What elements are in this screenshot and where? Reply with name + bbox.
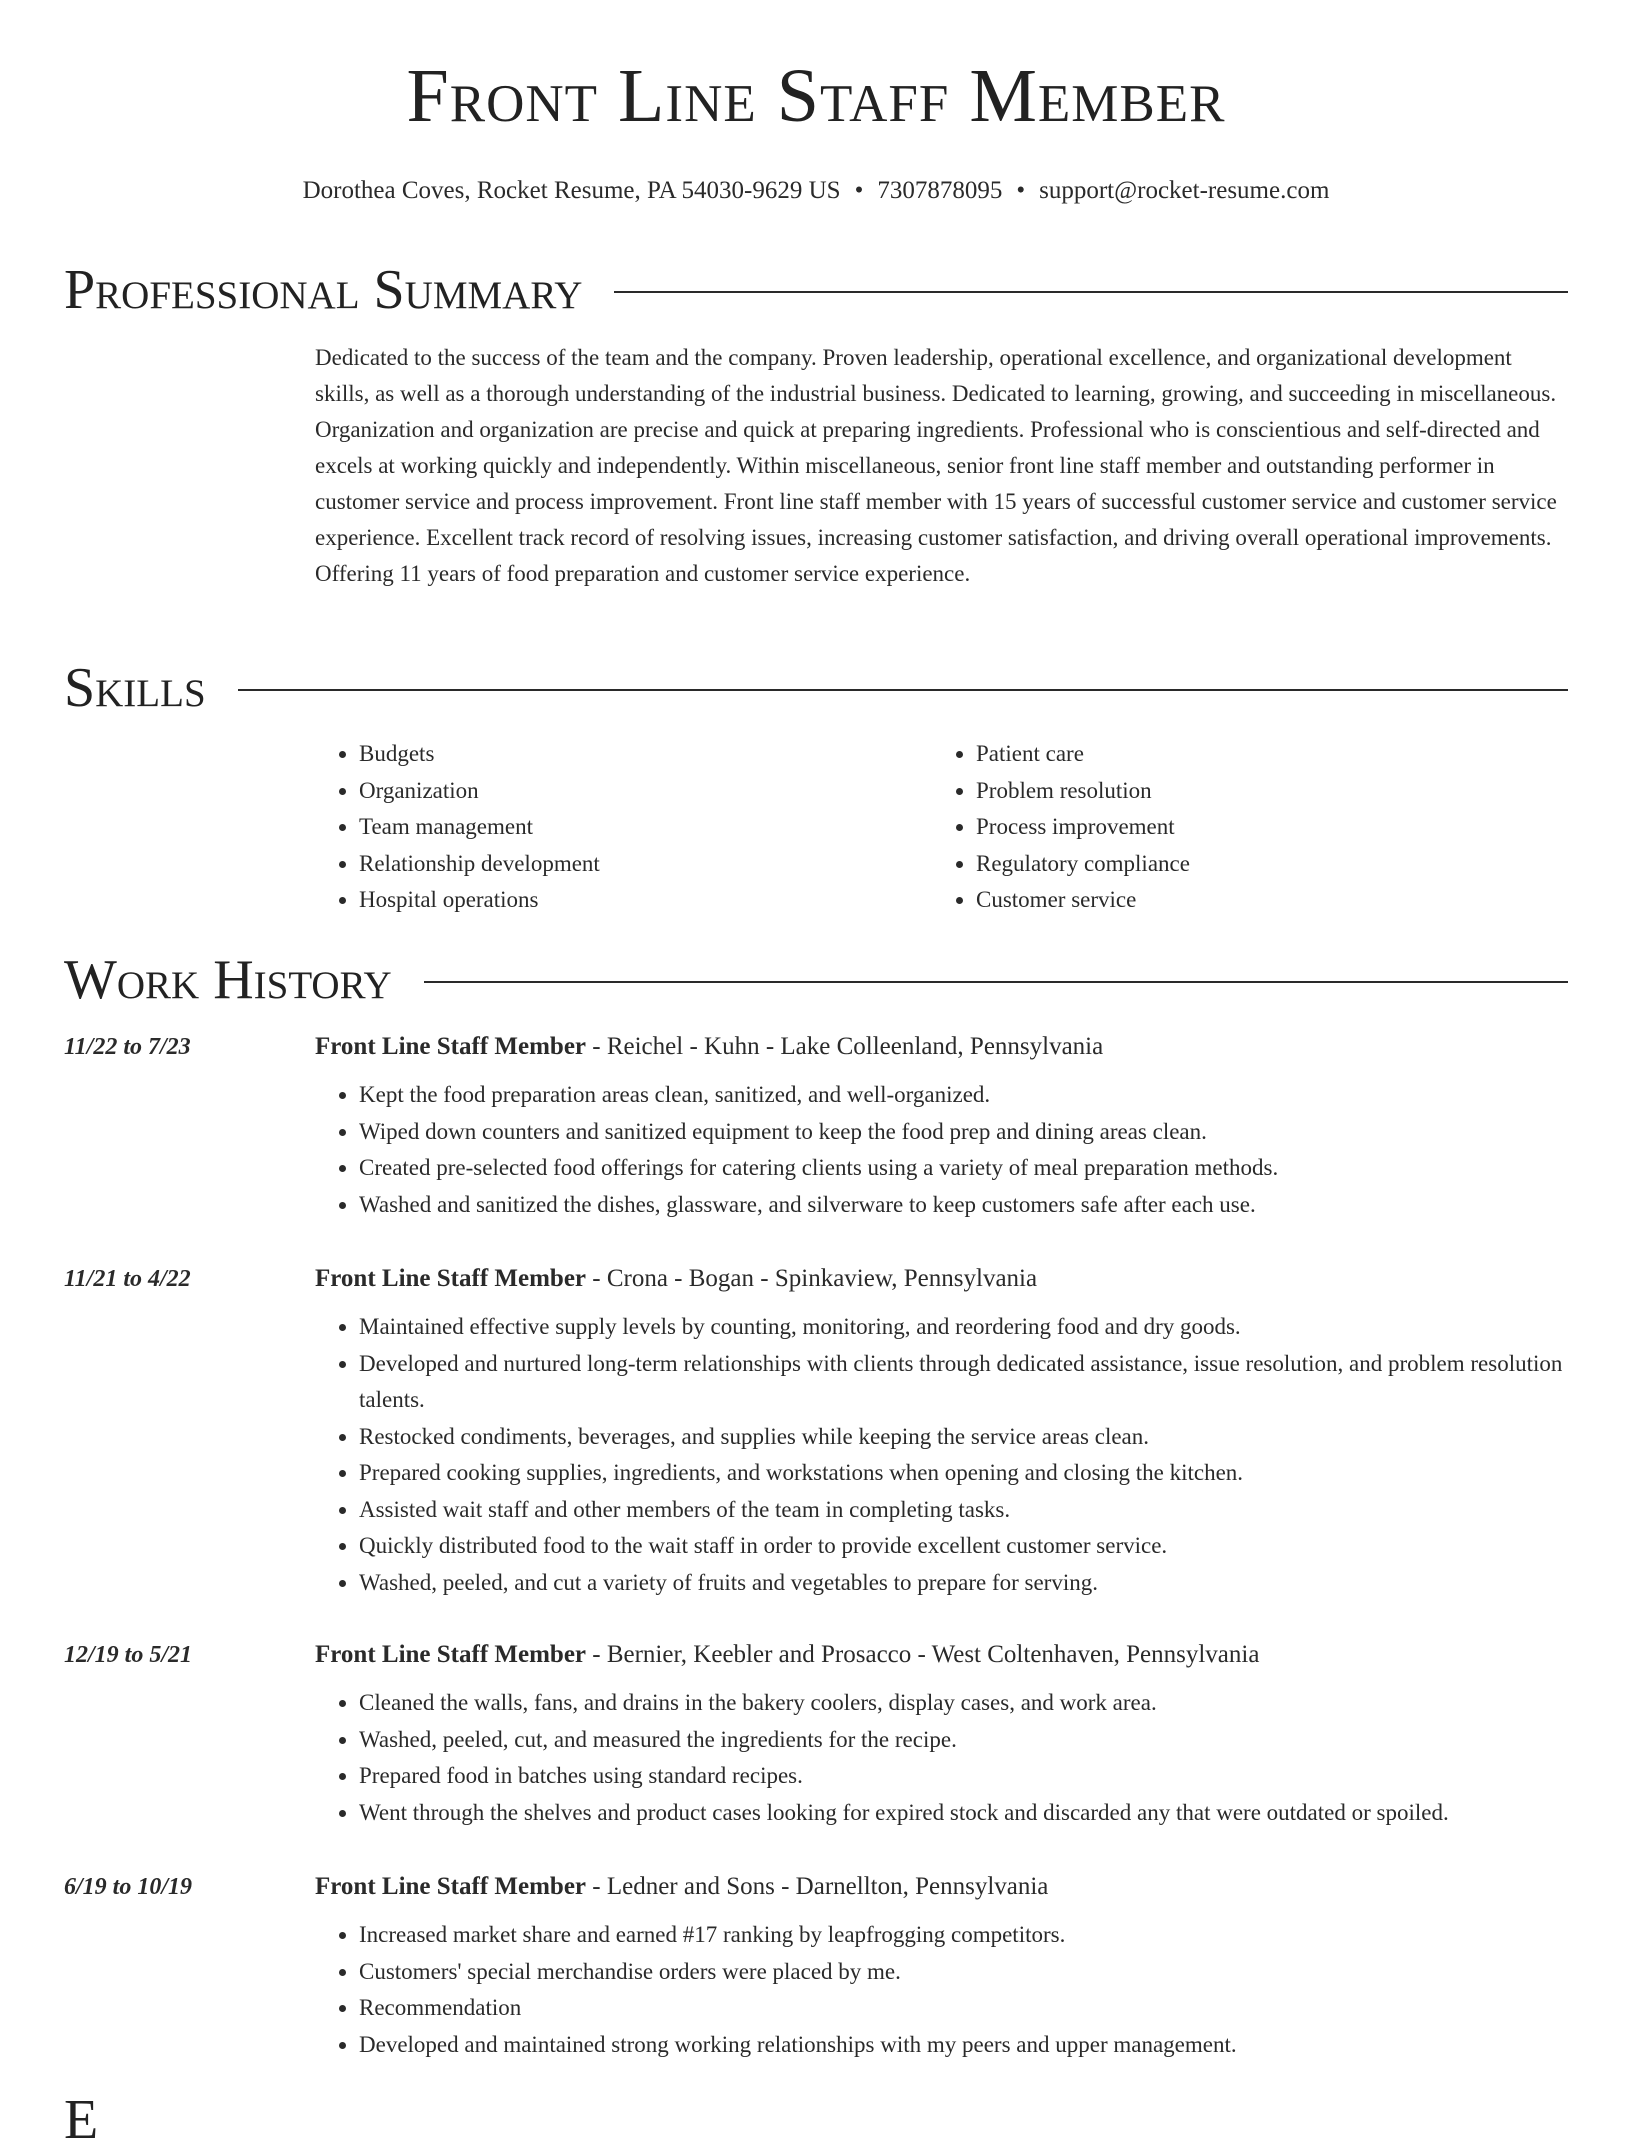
work-history-section-header: [64, 949, 1568, 1011]
skill-item: • Relationship development: [359, 846, 932, 883]
skills-column-left: [315, 736, 932, 919]
skills-list: [315, 736, 1568, 919]
skill-item: • Problem resolution: [976, 773, 1549, 810]
section-divider: [614, 291, 1568, 293]
skill-item: • Team management: [359, 809, 932, 846]
job-heading: [315, 1639, 1259, 1671]
contact-phone: 7307878095: [877, 177, 1003, 204]
job-bullet: • Prepared cooking supplies, ingredients, and workstations when opening and closing the kitchen.: [359, 1455, 1568, 1492]
job-bullet: • Prepared food in batches using standard recipes.: [359, 1758, 1568, 1795]
job-dates: 12/19 to 5/21: [64, 1642, 193, 1668]
job-bullet: • Created pre-selected food offerings for catering clients using a variety of meal preparation methods.: [359, 1150, 1568, 1187]
skill-item: • Hospital operations: [359, 882, 932, 919]
job-dates: 11/22 to 7/23: [64, 1034, 191, 1060]
job-heading: [315, 1263, 1037, 1295]
job-bullet: • Washed and sanitized the dishes, glassware, and silverware to keep customers safe after each use.: [359, 1187, 1568, 1224]
skill-item: • Patient care: [976, 736, 1549, 773]
job-bullet: • Assisted wait staff and other members of the team in completing tasks.: [359, 1492, 1568, 1529]
job-bullets: [315, 1685, 1568, 1831]
contact-separator: •: [854, 177, 864, 204]
job-bullets: [315, 1077, 1568, 1223]
job-employer: - Bernier, Keebler and Prosacco - West Coltenhaven, Pennsylvania: [586, 1641, 1260, 1668]
job-role: Front Line Staff Member: [315, 1265, 587, 1292]
contact-line: [0, 176, 1632, 206]
job-bullet: • Restocked condiments, beverages, and supplies while keeping the service areas clean.: [359, 1419, 1568, 1456]
job-bullet: • Increased market share and earned #17 ranking by leapfrogging competitors.: [359, 1917, 1568, 1954]
job-bullet: • Developed and maintained strong working relationships with my peers and upper management.: [359, 2027, 1568, 2064]
skill-item: • Customer service: [976, 882, 1549, 919]
job-bullet: • Washed, peeled, and cut a variety of fruits and vegetables to prepare for serving.: [359, 1565, 1568, 1602]
job-bullet: • Recommendation: [359, 1990, 1568, 2027]
job-dates: 11/21 to 4/22: [64, 1266, 191, 1292]
job-heading: [315, 1871, 1048, 1903]
job-employer: - Ledner and Sons - Darnellton, Pennsylvania: [586, 1873, 1049, 1900]
job-bullet: • Maintained effective supply levels by counting, monitoring, and reordering food and dry goods.: [359, 1309, 1568, 1346]
job-heading: [315, 1031, 1103, 1063]
skill-item: • Regulatory compliance: [976, 846, 1549, 883]
job-bullet: • Cleaned the walls, fans, and drains in the bakery coolers, display cases, and work area.: [359, 1685, 1568, 1722]
next-section-heading-partial: E: [64, 2089, 99, 2151]
skill-item: • Organization: [359, 773, 932, 810]
skills-section-header: [64, 657, 1568, 719]
contact-address: Dorothea Coves, Rocket Resume, PA 54030-9629 US: [302, 177, 841, 204]
contact-email: support@rocket-resume.com: [1039, 177, 1330, 204]
job-bullet: • Developed and nurtured long-term relationships with clients through dedicated assistance, issue resolution, and problem resolution talents.: [359, 1346, 1568, 1419]
skills-column-right: [932, 736, 1549, 919]
summary-section-header: [64, 259, 1568, 321]
skill-item: • Budgets: [359, 736, 932, 773]
job-bullet: • Quickly distributed food to the wait staff in order to provide excellent customer service.: [359, 1528, 1568, 1565]
skill-item: • Process improvement: [976, 809, 1549, 846]
job-bullet: • Customers' special merchandise orders were placed by me.: [359, 1954, 1568, 1991]
job-bullet: • Went through the shelves and product cases looking for expired stock and discarded any that were outdated or spoiled.: [359, 1795, 1568, 1832]
job-role: Front Line Staff Member: [315, 1033, 587, 1060]
job-employer: - Reichel - Kuhn - Lake Colleenland, Pennsylvania: [586, 1033, 1104, 1060]
job-bullet: • Kept the food preparation areas clean, sanitized, and well-organized.: [359, 1077, 1568, 1114]
job-bullets: [315, 1917, 1568, 2063]
job-bullet: • Wiped down counters and sanitized equipment to keep the food prep and dining areas clean.: [359, 1114, 1568, 1151]
job-bullets: [315, 1309, 1568, 1601]
summary-text: Dedicated to the success of the team and the company. Proven leadership, operational excellence, and organizational development skills, as well as a thorough understanding of the industrial business. Dedicated to learning, growing, and succeeding in miscellaneous. Organization and organization are precise and quick at preparing ingredients. Professional who is conscientious and self-directed and excels at working quickly and independently. Within miscellaneous, senior front line staff member and outstanding performer in customer service and process improvement. Front line staff member with 15 years of successful customer service and customer service experience. Excellent track record of resolving issues, increasing customer satisfaction, and driving overall operational improvements. Offering 11 years of food preparation and customer service experience.: [315, 345, 1557, 586]
job-role: Front Line Staff Member: [315, 1873, 587, 1900]
resume-title: Front Line Staff Member: [406, 54, 1226, 138]
contact-separator: •: [1016, 177, 1026, 204]
job-dates: 6/19 to 10/19: [64, 1874, 193, 1900]
job-employer: - Crona - Bogan - Spinkaview, Pennsylvania: [586, 1265, 1038, 1292]
job-bullet: • Washed, peeled, cut, and measured the ingredients for the recipe.: [359, 1722, 1568, 1759]
work-history-heading: Work History: [64, 949, 392, 1011]
job-role: Front Line Staff Member: [315, 1641, 587, 1668]
section-divider: [424, 981, 1568, 983]
skills-heading: Skills: [64, 657, 206, 719]
summary-heading: Professional Summary: [64, 259, 583, 321]
section-divider: [238, 689, 1568, 691]
